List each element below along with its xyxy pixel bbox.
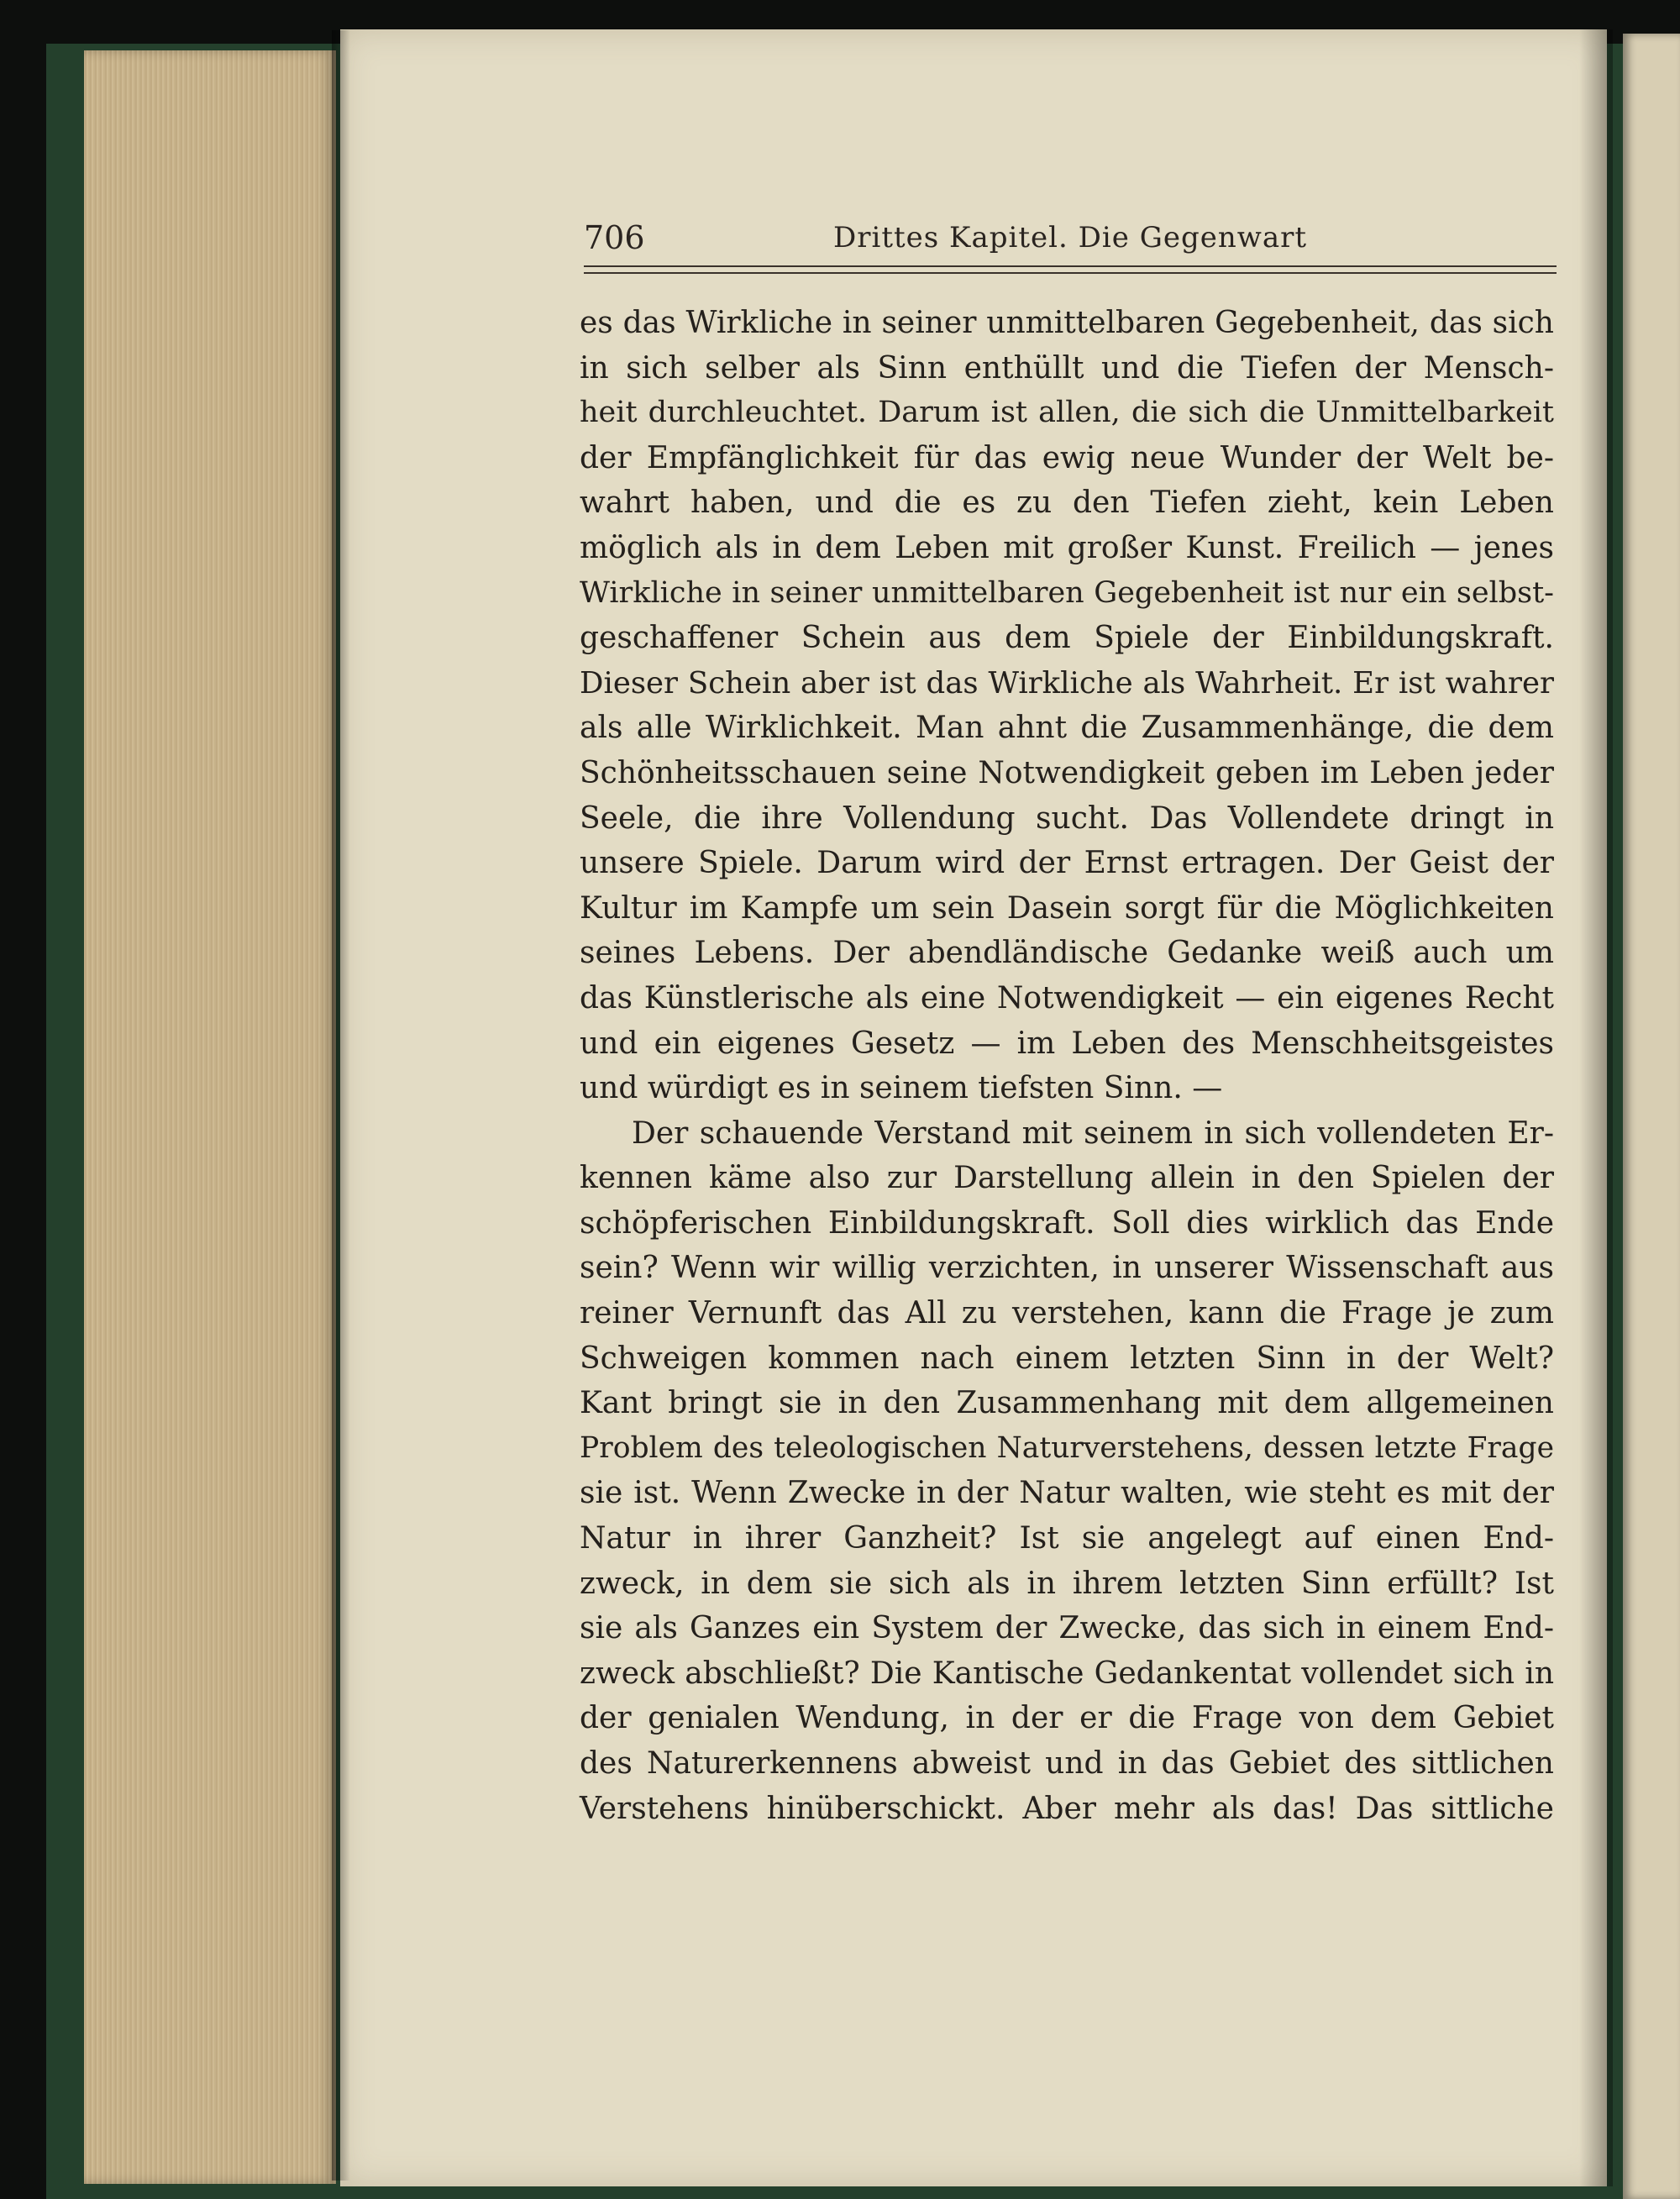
next-page-edge	[1623, 34, 1680, 2199]
text-line: heit durchleuchtet. Darum ist allen, die sich die Unmittelbarkeit	[580, 396, 1554, 430]
text-line: Kant bringt sie in den Zusammenhang mit dem allgemeinen	[580, 1386, 1554, 1421]
page-gutter	[1579, 29, 1613, 2186]
text-line: zweck, in dem sie sich als in ihrem letzten Sinn erfüllt? Ist	[580, 1566, 1554, 1601]
text-line: Dieser Schein aber ist das Wirkliche als Wahrheit. Er ist wahrer	[580, 665, 1554, 701]
text-line: Natur in ihrer Ganzheit? Ist sie angelegt auf einen End-	[580, 1521, 1554, 1556]
text-line: Schweigen kommen nach einem letzten Sinn in der Welt?	[580, 1341, 1554, 1376]
text-line: reiner Vernunft das All zu verstehen, kann die Frage je zum	[580, 1296, 1554, 1331]
text-line: und ein eigenes Gesetz — im Leben des Menschheitsgeistes	[580, 1026, 1554, 1061]
paragraph	[580, 1111, 1554, 1832]
text-line: der genialen Wendung, in der er die Frage von dem Gebiet	[580, 1701, 1554, 1736]
text-line: Schönheitsschauen seine Notwendigkeit geben im Leben jeder	[580, 755, 1554, 790]
running-head	[584, 217, 1557, 259]
page-edges	[84, 50, 336, 2184]
text-line: unsere Spiele. Darum wird der Ernst ertragen. Der Geist der	[580, 846, 1554, 881]
text-line: seines Lebens. Der abendländische Gedanke weiß auch um	[580, 936, 1554, 971]
header-rule	[584, 272, 1557, 274]
text-line: das Künstlerische als eine Notwendigkeit — ein eigenes Recht	[580, 980, 1554, 1016]
text-line: und würdigt es in seinem tiefsten Sinn. —	[580, 1071, 1223, 1106]
text-line: Seele, die ihre Vollendung sucht. Das Vollendete dringt in	[580, 800, 1554, 836]
text-line: der Empfänglichkeit für das ewig neue Wunder der Welt be-	[580, 440, 1554, 475]
text-line: Kultur im Kampfe um sein Dasein sorgt für die Möglichkeiten	[580, 890, 1554, 926]
text-line: sie ist. Wenn Zwecke in der Natur walten, wie steht es mit der	[580, 1476, 1554, 1511]
page-number: 706	[584, 219, 645, 256]
running-title: Drittes Kapitel. Die Gegenwart	[832, 221, 1308, 255]
text-line: zweck abschließt? Die Kantische Gedankentat vollendet sich in	[580, 1656, 1554, 1691]
text-line: Der schauende Verstand mit seinem in sich vollendeten Er-	[632, 1115, 1554, 1151]
paragraph	[580, 301, 1554, 1111]
text-line: geschaffener Schein aus dem Spiele der Einbildungskraft.	[580, 621, 1554, 656]
text-line: als alle Wirklichkeit. Man ahnt die Zusammenhänge, die dem	[580, 711, 1554, 746]
text-line: sie als Ganzes ein System der Zwecke, das sich in einem End-	[580, 1611, 1554, 1646]
text-line: möglich als in dem Leben mit großer Kunst. Freilich — jenes	[580, 530, 1554, 565]
text-line: kennen käme also zur Darstellung allein in den Spielen der	[580, 1161, 1554, 1196]
text-line: Verstehens hinüberschickt. Aber mehr als das! Das sittliche	[580, 1791, 1554, 1826]
text-line: in sich selber als Sinn enthüllt und die Tiefen der Mensch-	[580, 350, 1554, 386]
body-text	[580, 301, 1554, 1831]
text-line: wahrt haben, und die es zu den Tiefen zieht, kein Leben	[580, 485, 1554, 521]
text-line: Problem des teleologischen Naturverstehens, dessen letzte Frage	[580, 1430, 1554, 1465]
text-line: schöpferischen Einbildungskraft. Soll dies wirklich das Ende	[580, 1205, 1554, 1241]
page-shadow	[332, 30, 350, 2181]
text-line: Wirkliche in seiner unmittelbaren Gegebenheit ist nur ein selbst-	[580, 575, 1554, 610]
text-line: des Naturerkennens abweist und in das Gebiet des sittlichen	[580, 1746, 1554, 1781]
text-line: sein? Wenn wir willig verzichten, in unserer Wissenschaft aus	[580, 1251, 1554, 1286]
text-line: es das Wirkliche in seiner unmittelbaren Gegebenheit, das sich	[580, 306, 1554, 340]
header-rule	[584, 265, 1557, 267]
